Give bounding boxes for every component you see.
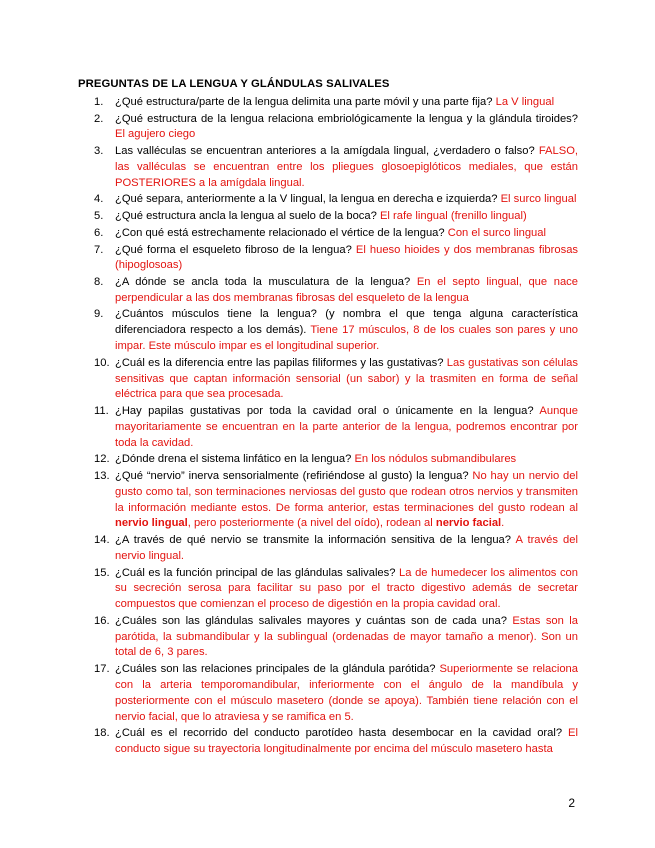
- answer-text: Las gustativas son células sensitivas que captan información sensorial (un sabor) y la trasmiten en forma de señal eléctrica para que sea procesada.: [115, 356, 578, 401]
- question-number: 14.: [94, 534, 110, 547]
- answer-text: El rafe lingual (frenillo lingual): [379, 210, 527, 223]
- question-number: 12.: [94, 453, 110, 466]
- answer-text: Aunque mayoritariamente se encuentran en la parte anterior de la lengua, podremos encontrar por toda la cavidad.: [115, 405, 578, 449]
- question-text: ¿Cuál es la diferencia entre las papilas filiformes y las gustativas?: [115, 356, 444, 369]
- question-text: ¿A dónde se ancla toda la musculatura de la lengua?: [115, 276, 411, 288]
- question-text: ¿Cuáles son las glándulas salivales mayores y cuántas son de cada una?: [115, 614, 507, 627]
- question-item-10: [78, 356, 578, 403]
- question-item-4: [78, 192, 578, 208]
- question-item-18: [78, 726, 578, 758]
- question-text: ¿Qué estructura/parte de la lengua delimita una parte móvil y una parte fija?: [115, 96, 493, 108]
- question-text: ¿Dónde drena el sistema linfático en la lengua?: [115, 453, 352, 466]
- question-item-17: [78, 662, 578, 725]
- answer-text: A través del nervio lingual.: [115, 534, 578, 562]
- answer-text: La V lingual: [495, 96, 555, 108]
- question-item-15: [78, 566, 578, 613]
- question-item-6: [78, 226, 578, 242]
- question-item-13: [78, 469, 578, 532]
- question-number: 16.: [94, 614, 110, 627]
- question-number: 11.: [94, 405, 109, 418]
- question-item-12: [78, 452, 578, 468]
- question-item-9: [78, 307, 578, 354]
- question-text: ¿Qué estructura ancla la lengua al suelo de la boca?: [115, 210, 377, 223]
- answer-text: El hueso hioides y dos membranas fibrosas (hipoglosoas): [115, 243, 579, 272]
- question-list: [78, 95, 578, 759]
- page-number: 2: [568, 796, 575, 810]
- answer-bold-term: nervio lingual: [115, 517, 188, 530]
- question-item-7: [78, 243, 578, 275]
- question-text: ¿Cuántos músculos tiene la lengua? (y nombra el que tenga alguna característica diferenciadora respecto a los demás).: [115, 308, 578, 337]
- answer-text: El conducto sigue su trayectoria longitudinalmente por encima del músculo masetero hasta: [115, 727, 578, 756]
- question-text: ¿A través de qué nervio se transmite la información sensitiva de la lengua?: [115, 534, 511, 547]
- question-number: 6.: [94, 226, 104, 239]
- question-item-16: [78, 614, 578, 661]
- question-number: 9.: [94, 308, 104, 321]
- answer-text: El agujero ciego: [115, 128, 196, 141]
- document-title: PREGUNTAS DE LA LENGUA Y GLÁNDULAS SALIVALES: [78, 78, 390, 90]
- question-text: ¿Cuál es el recorrido del conducto parotídeo hasta desembocar en la cavidad oral?: [115, 727, 563, 740]
- question-number: 15.: [94, 566, 110, 579]
- question-number: 4.: [94, 193, 104, 206]
- question-number: 17.: [94, 663, 110, 676]
- answer-text: La de humedecer los alimentos con su secreción serosa para facilitar su paso por el tracto digestivo además de secretar compuestos que comienzan el proceso de digestión en la propia cavidad oral.: [115, 566, 578, 611]
- answer-text: En el septo lingual, que nace perpendicular a las dos membranas fibrosas del esqueleto de la lengua: [115, 276, 578, 304]
- answer-text: En los nódulos submandibulares: [354, 453, 517, 466]
- question-item-3: [78, 144, 578, 191]
- question-text: ¿Qué “nervio” inerva sensorialmente (refiriéndose al gusto) la lengua?: [115, 470, 469, 483]
- answer-text: FALSO, las valléculas se encuentran entre los pliegues glosoepiglóticos mediales, que están POSTERIORES a la amígdala lingual.: [115, 145, 579, 189]
- question-text: ¿Con qué está estrechamente relacionado el vértice de la lengua?: [115, 226, 445, 239]
- question-item-14: [78, 533, 578, 565]
- question-text: ¿Cuáles son las relaciones principales de la glándula parótida?: [115, 663, 436, 676]
- question-number: 5.: [94, 210, 104, 223]
- answer-text: Estas son la parótida, la submandibular y la sublingual (ordenadas de mayor tamaño a menor). Son un total de 6, 3 pares.: [115, 614, 579, 659]
- answer-text-part: No hay un nervio del gusto como tal, son terminaciones nerviosas del gusto que rodean otros nervios y transmiten la información mediante estos. De forma anterior, estas terminaciones del gusto rodean al: [115, 470, 578, 514]
- question-item-1: [78, 95, 578, 111]
- answer-text: Tiene 17 músculos, 8 de los cuales son pares y uno impar. Este músculo impar es el longitudinal superior.: [115, 324, 579, 353]
- question-number: 7.: [94, 243, 104, 256]
- question-item-2: [78, 112, 578, 144]
- question-number: 1.: [94, 96, 104, 108]
- question-item-8: [78, 275, 578, 307]
- question-number: 8.: [94, 276, 104, 288]
- question-text: ¿Qué separa, anteriormente a la V lingual, la lengua en derecha e izquierda?: [115, 193, 498, 206]
- question-number: 2.: [94, 112, 104, 125]
- answer-bold-term: nervio facial: [435, 517, 502, 530]
- answer-text: Con el surco lingual: [447, 226, 546, 239]
- question-number: 13.: [94, 470, 110, 483]
- question-item-11: [78, 404, 578, 451]
- question-text: Las valléculas se encuentran anteriores a la amígdala lingual, ¿verdadero o falso?: [115, 145, 535, 158]
- question-number: 3.: [94, 145, 104, 158]
- question-text: ¿Qué forma el esqueleto fibroso de la lengua?: [115, 243, 352, 256]
- question-text: ¿Qué estructura de la lengua relaciona embriológicamente la lengua y la glándula tiroides?: [115, 112, 578, 125]
- question-item-5: [78, 209, 578, 225]
- question-text: ¿Cuál es la función principal de las glándulas salivales?: [115, 566, 396, 579]
- answer-text-part: , pero posteriormente (a nivel del oído), rodean al: [187, 517, 436, 530]
- question-text: ¿Hay papilas gustativas por toda la cavidad oral o únicamente en la lengua?: [115, 405, 534, 418]
- answer-text: El surco lingual: [500, 193, 577, 206]
- answer-text: Superiormente se relaciona con la arteria temporomandibular, inferiormente con el ángulo de la mandíbula y posteriormente con el músculo masetero (donde se apoya). También tiene relación con el nervio facial, que lo atraviesa y se ramifica en 5.: [115, 663, 578, 723]
- answer-text-part: .: [501, 517, 505, 530]
- question-number: 10.: [94, 356, 110, 369]
- question-number: 18.: [94, 727, 110, 740]
